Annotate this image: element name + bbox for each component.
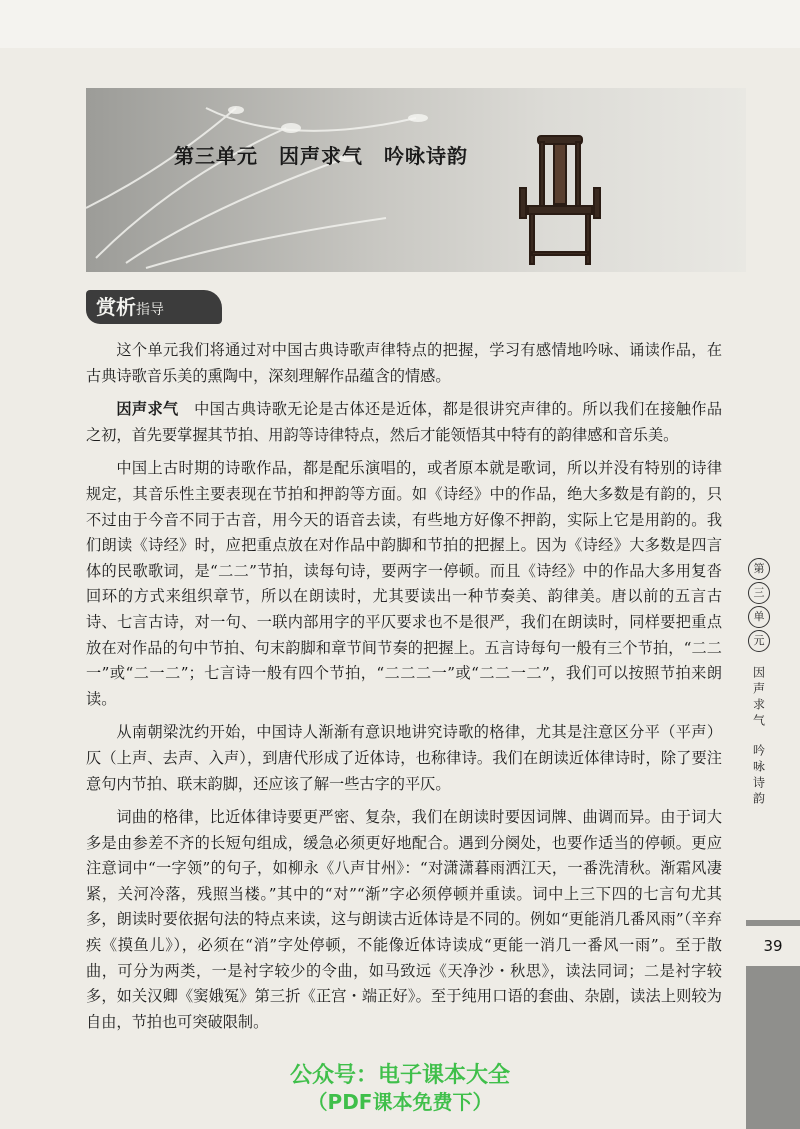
side-unit-tab: [742, 556, 776, 806]
paragraph-text: 中国古典诗歌无论是古体还是近体，都是很讲究声律的。所以我们在接触作品之初，首先要掌握其节拍、用韵等诗律特点，然后才能领悟其中特有的韵律感和音乐美。: [86, 400, 723, 444]
unit-banner: [86, 88, 746, 272]
guide-label-large: 赏析: [96, 295, 136, 319]
chair-icon: [510, 128, 610, 268]
paragraph-jintishi: [86, 720, 722, 797]
side-vertical-title-2: 吟咏诗韵: [751, 744, 766, 808]
appreciation-guide-tag: [86, 290, 222, 324]
paragraph-yinsheng: [86, 397, 722, 448]
page-top-edge: [0, 0, 800, 48]
orchid-decoration-icon: [86, 88, 506, 272]
side-char: 第: [748, 558, 770, 580]
watermark-line-2: （PDF课本免费下）: [307, 1090, 493, 1114]
paragraph-intro: [86, 338, 722, 389]
side-char: 元: [748, 630, 770, 652]
unit-title: 第三单元 因声求气 吟咏诗韵: [174, 144, 468, 168]
side-char: 三: [748, 582, 770, 604]
body-text: [86, 338, 722, 1043]
paragraph-text: 从南朝梁沈约开始，中国诗人渐渐有意识地讲究诗歌的格律，尤其是注意区分平（平声）仄（上声、去声、入声），到唐代形成了近体诗，也称律诗。我们在朗读近体律诗时，除了要注意句内节拍、联末韵脚，还应该了解一些古字的平仄。: [86, 723, 722, 793]
page-number: 39: [746, 926, 800, 966]
guide-label-small: 指导: [136, 302, 164, 318]
watermark-line-1: 公众号：电子课本大全: [289, 1063, 510, 1088]
paragraph-text: 词曲的格律，比近体律诗要更严密、复杂，我们在朗读时要因词牌、曲调而异。由于词大多是由参差不齐的长短句组成，缓急必须更好地配合。遇到分阕处，也要作适当的停顿。更应注意词中“一字领”的句子，如柳永《八声甘州》：“对潇潇暮雨洒江天，一番洗清秋。渐霜风凄紧，关河冷落，残照当楼。”其中的“对”“渐”字必须停顿并重读。词中上三下四的七言句尤其多，朗读时要依据句法的特点来读，这与朗读古近体诗是不同的。例如“更能消几番风雨”（辛弃疾《摸鱼儿》），必须在“消”字处停顿，不能像近体诗读成“更能一消几一番风一雨”。至于散曲，可分为两类，一是衬字较少的令曲，如马致远《天净沙・秋思》，读法同词；二是衬字较多，如关汉卿《窦娥冤》第三折《正宫・端正好》。至于纯用口语的套曲、杂剧，读法上则较为自由，节拍也可突破限制。: [86, 808, 722, 1031]
paragraph-keyword: 因声求气: [116, 400, 179, 419]
side-vertical-title-1: 因声求气: [751, 666, 766, 730]
paragraph-shijing: [86, 456, 722, 712]
paragraph-ciqu: [86, 805, 722, 1035]
paragraph-text: 中国上古时期的诗歌作品，都是配乐演唱的，或者原本就是歌词，所以并没有特别的诗律规定，其音乐性主要表现在节拍和押韵等方面。如《诗经》中的作品，绝大多数是有韵的，只不过由于今音不同于古音，用今天的语音去读，有些地方好像不押韵，实际上它是用韵的。我们朗读《诗经》时，应把重点放在对作品中韵脚和节拍的把握上。因为《诗经》大多数是四言体的民歌歌词，是“二二”节拍，读每句诗，要两字一停顿。而且《诗经》中的作品大多用复沓回环的方式来组织章节，所以在朗读时，尤其要读出一种节奏美、韵律美。唐以前的五言古诗、七言古诗，对一句、一联内部用字的平仄要求也不是很严，我们在朗读时，同样要把重点放在对作品的句中节拍、句末韵脚和章节间节奏的把握上。五言诗每句一般有三个节拍，“二二一”或“二一二”；七言诗一般有四个节拍，“二二二一”或“二二一二”，我们可以按照节拍来朗读。: [86, 459, 722, 708]
paragraph-text: 这个单元我们将通过对中国古典诗歌声律特点的把握，学习有感情地吟咏、诵读作品，在古典诗歌音乐美的熏陶中，深刻理解作品蕴含的情感。: [86, 341, 722, 385]
side-char: 单: [748, 606, 770, 628]
